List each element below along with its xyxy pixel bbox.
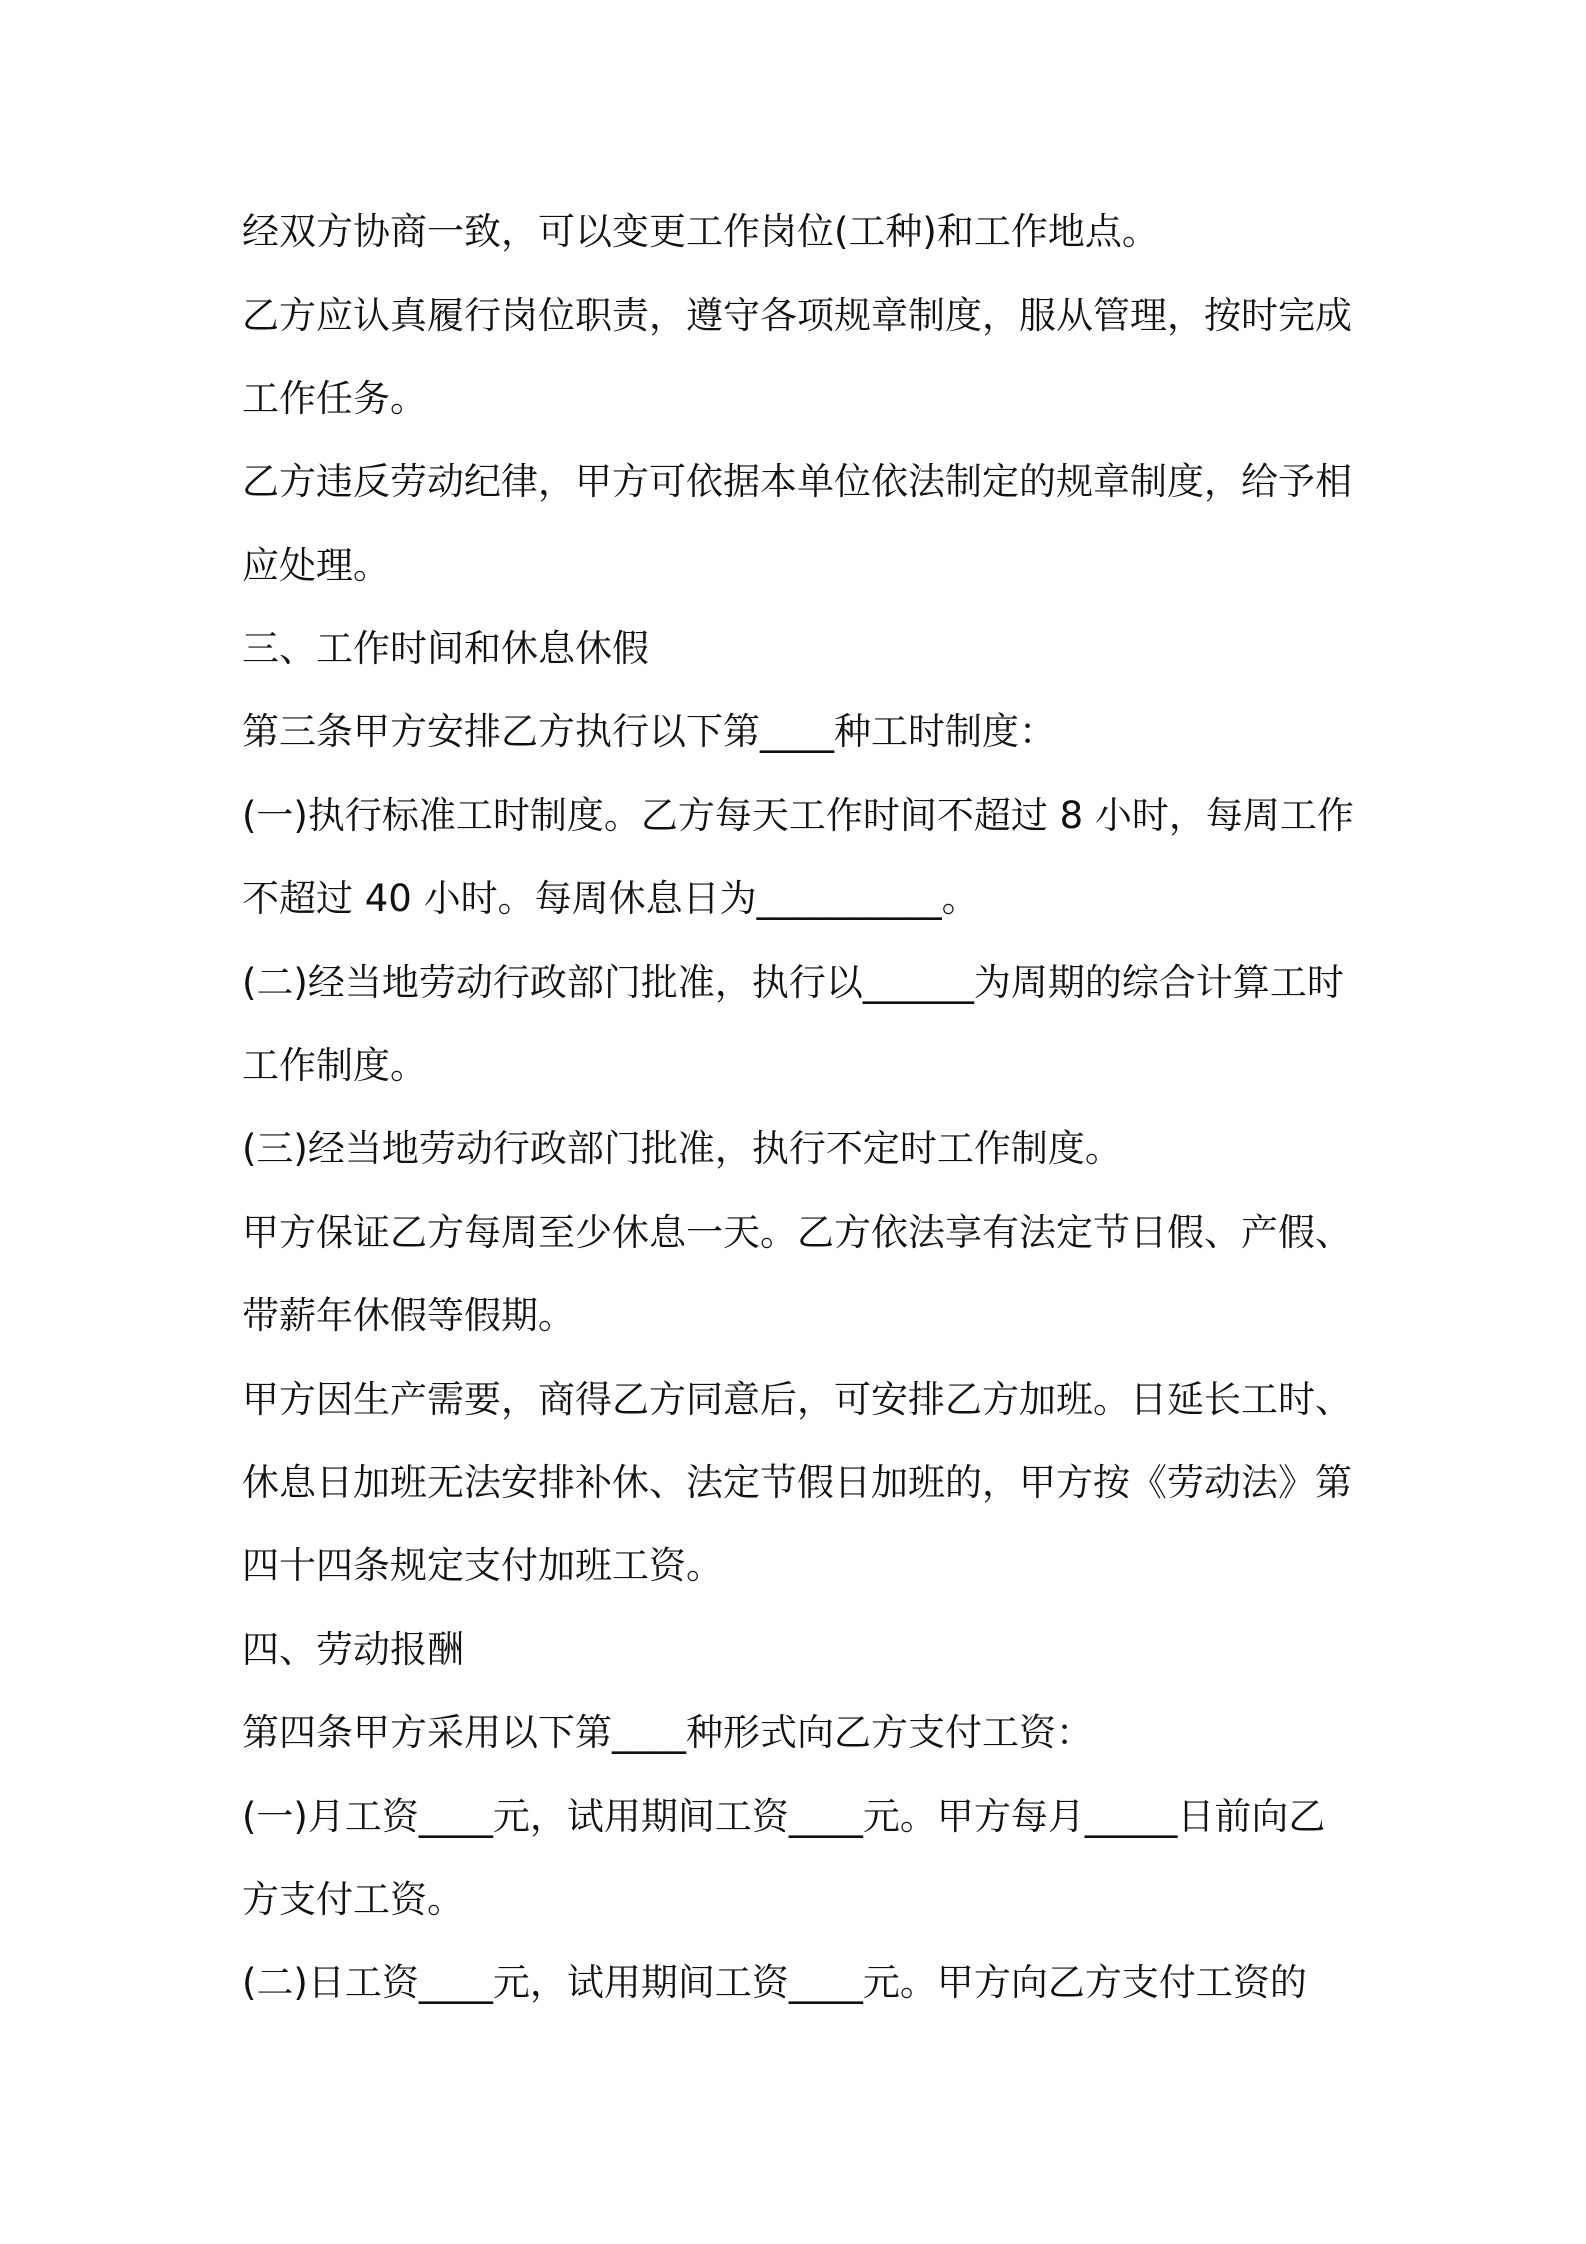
paragraph-line: 第四条甲方采用以下第____种形式向乙方支付工资： — [242, 1711, 1093, 1754]
paragraph-line: 应处理。 — [242, 544, 390, 587]
paragraph-line: (一)执行标准工时制度。乙方每天工作时间不超过 8 小时，每周工作 — [242, 794, 1354, 837]
paragraph-line: 甲方因生产需要，商得乙方同意后，可安排乙方加班。日延长工时、 — [242, 1378, 1352, 1421]
paragraph-line: 第三条甲方安排乙方执行以下第____种工时制度： — [242, 710, 1056, 753]
paragraph-line: 甲方保证乙方每周至少休息一天。乙方依法享有法定节日假、产假、 — [242, 1211, 1352, 1254]
paragraph-line: 不超过 40 小时。每周休息日为__________。 — [242, 877, 979, 920]
paragraph-line: 工作制度。 — [242, 1044, 427, 1087]
section-heading: 三、工作时间和休息休假 — [242, 627, 649, 670]
paragraph-line: 带薪年休假等假期。 — [242, 1294, 575, 1337]
paragraph-line: 方支付工资。 — [242, 1878, 464, 1921]
paragraph-line: (三)经当地劳动行政部门批准，执行不定时工作制度。 — [242, 1127, 1122, 1170]
paragraph-line: 休息日加班无法安排补休、法定节假日加班的，甲方按《劳动法》第 — [242, 1461, 1352, 1504]
section-heading: 四、劳动报酬 — [242, 1628, 464, 1671]
paragraph-line: 乙方应认真履行岗位职责，遵守各项规章制度，服从管理，按时完成 — [242, 294, 1352, 337]
paragraph-line: (二)经当地劳动行政部门批准，执行以______为周期的综合计算工时 — [242, 961, 1344, 1004]
paragraph-line: 工作任务。 — [242, 377, 427, 420]
paragraph-line: 乙方违反劳动纪律，甲方可依据本单位依法制定的规章制度，给予相 — [242, 460, 1352, 503]
paragraph-line: 四十四条规定支付加班工资。 — [242, 1544, 723, 1587]
paragraph-line: (一)月工资____元，试用期间工资____元。甲方每月_____日前向乙 — [242, 1795, 1326, 1838]
paragraph-line: (二)日工资____元，试用期间工资____元。甲方向乙方支付工资的 — [242, 1961, 1307, 2004]
paragraph-line: 经双方协商一致，可以变更工作岗位(工种)和工作地点。 — [242, 210, 1159, 253]
